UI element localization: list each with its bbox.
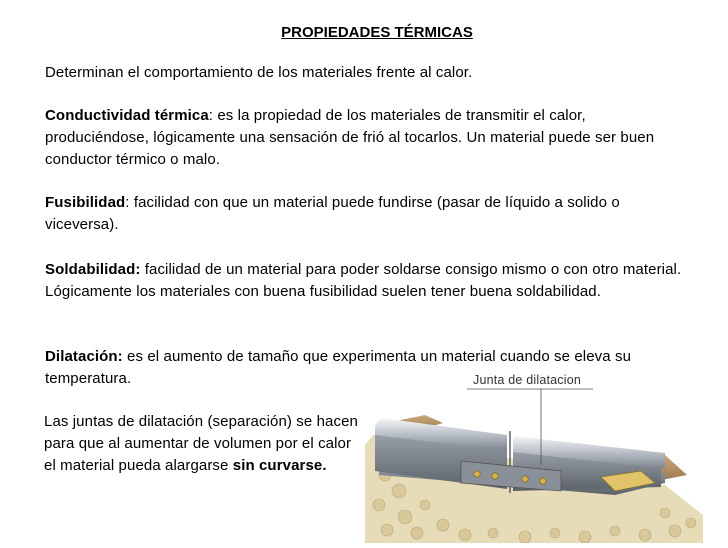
- dilatacion-term: Dilatación:: [45, 348, 123, 365]
- fusibilidad-term: Fusibilidad: [45, 194, 126, 211]
- soldabilidad-paragraph: [45, 259, 685, 303]
- conductividad-paragraph: [45, 105, 685, 171]
- juntas-paragraph: [44, 411, 364, 477]
- intro-paragraph: Determinan el comportamiento de los materiales frente al calor.: [45, 64, 473, 81]
- page-title: PROPIEDADES TÉRMICAS: [281, 24, 473, 41]
- soldabilidad-text: facilidad de un material para poder soldarse consigo mismo o con otro material. Lógicamente los materiales con buena fusibilidad suelen tener buena soldabilidad.: [45, 261, 682, 300]
- juntas-text: Las juntas de dilatación (separación) se hacen para que al aumentar de volumen por el calor el material pueda alargarse: [44, 413, 358, 474]
- rail-joint-drawing: [365, 365, 705, 543]
- rail-joint-illustration: [365, 365, 705, 543]
- fusibilidad-paragraph: [45, 192, 685, 236]
- juntas-emphasis: sin curvarse.: [232, 457, 327, 474]
- conductividad-text: : es la propiedad de los materiales de transmitir el calor, produciéndose, lógicamente una sensación de frió al tocarlos. Un material puede ser buen conductor térmico o malo.: [45, 107, 655, 168]
- dilatacion-text: es el aumento de tamaño que experimenta un material cuando se eleva su temperatura.: [45, 348, 632, 387]
- figure-label: Junta de dilatacion: [473, 373, 582, 387]
- fusibilidad-text: : facilidad con que un material puede fundirse (pasar de líquido a solido o viceversa).: [45, 194, 620, 233]
- soldabilidad-term: Soldabilidad:: [45, 261, 141, 278]
- conductividad-term: Conductividad térmica: [45, 107, 209, 124]
